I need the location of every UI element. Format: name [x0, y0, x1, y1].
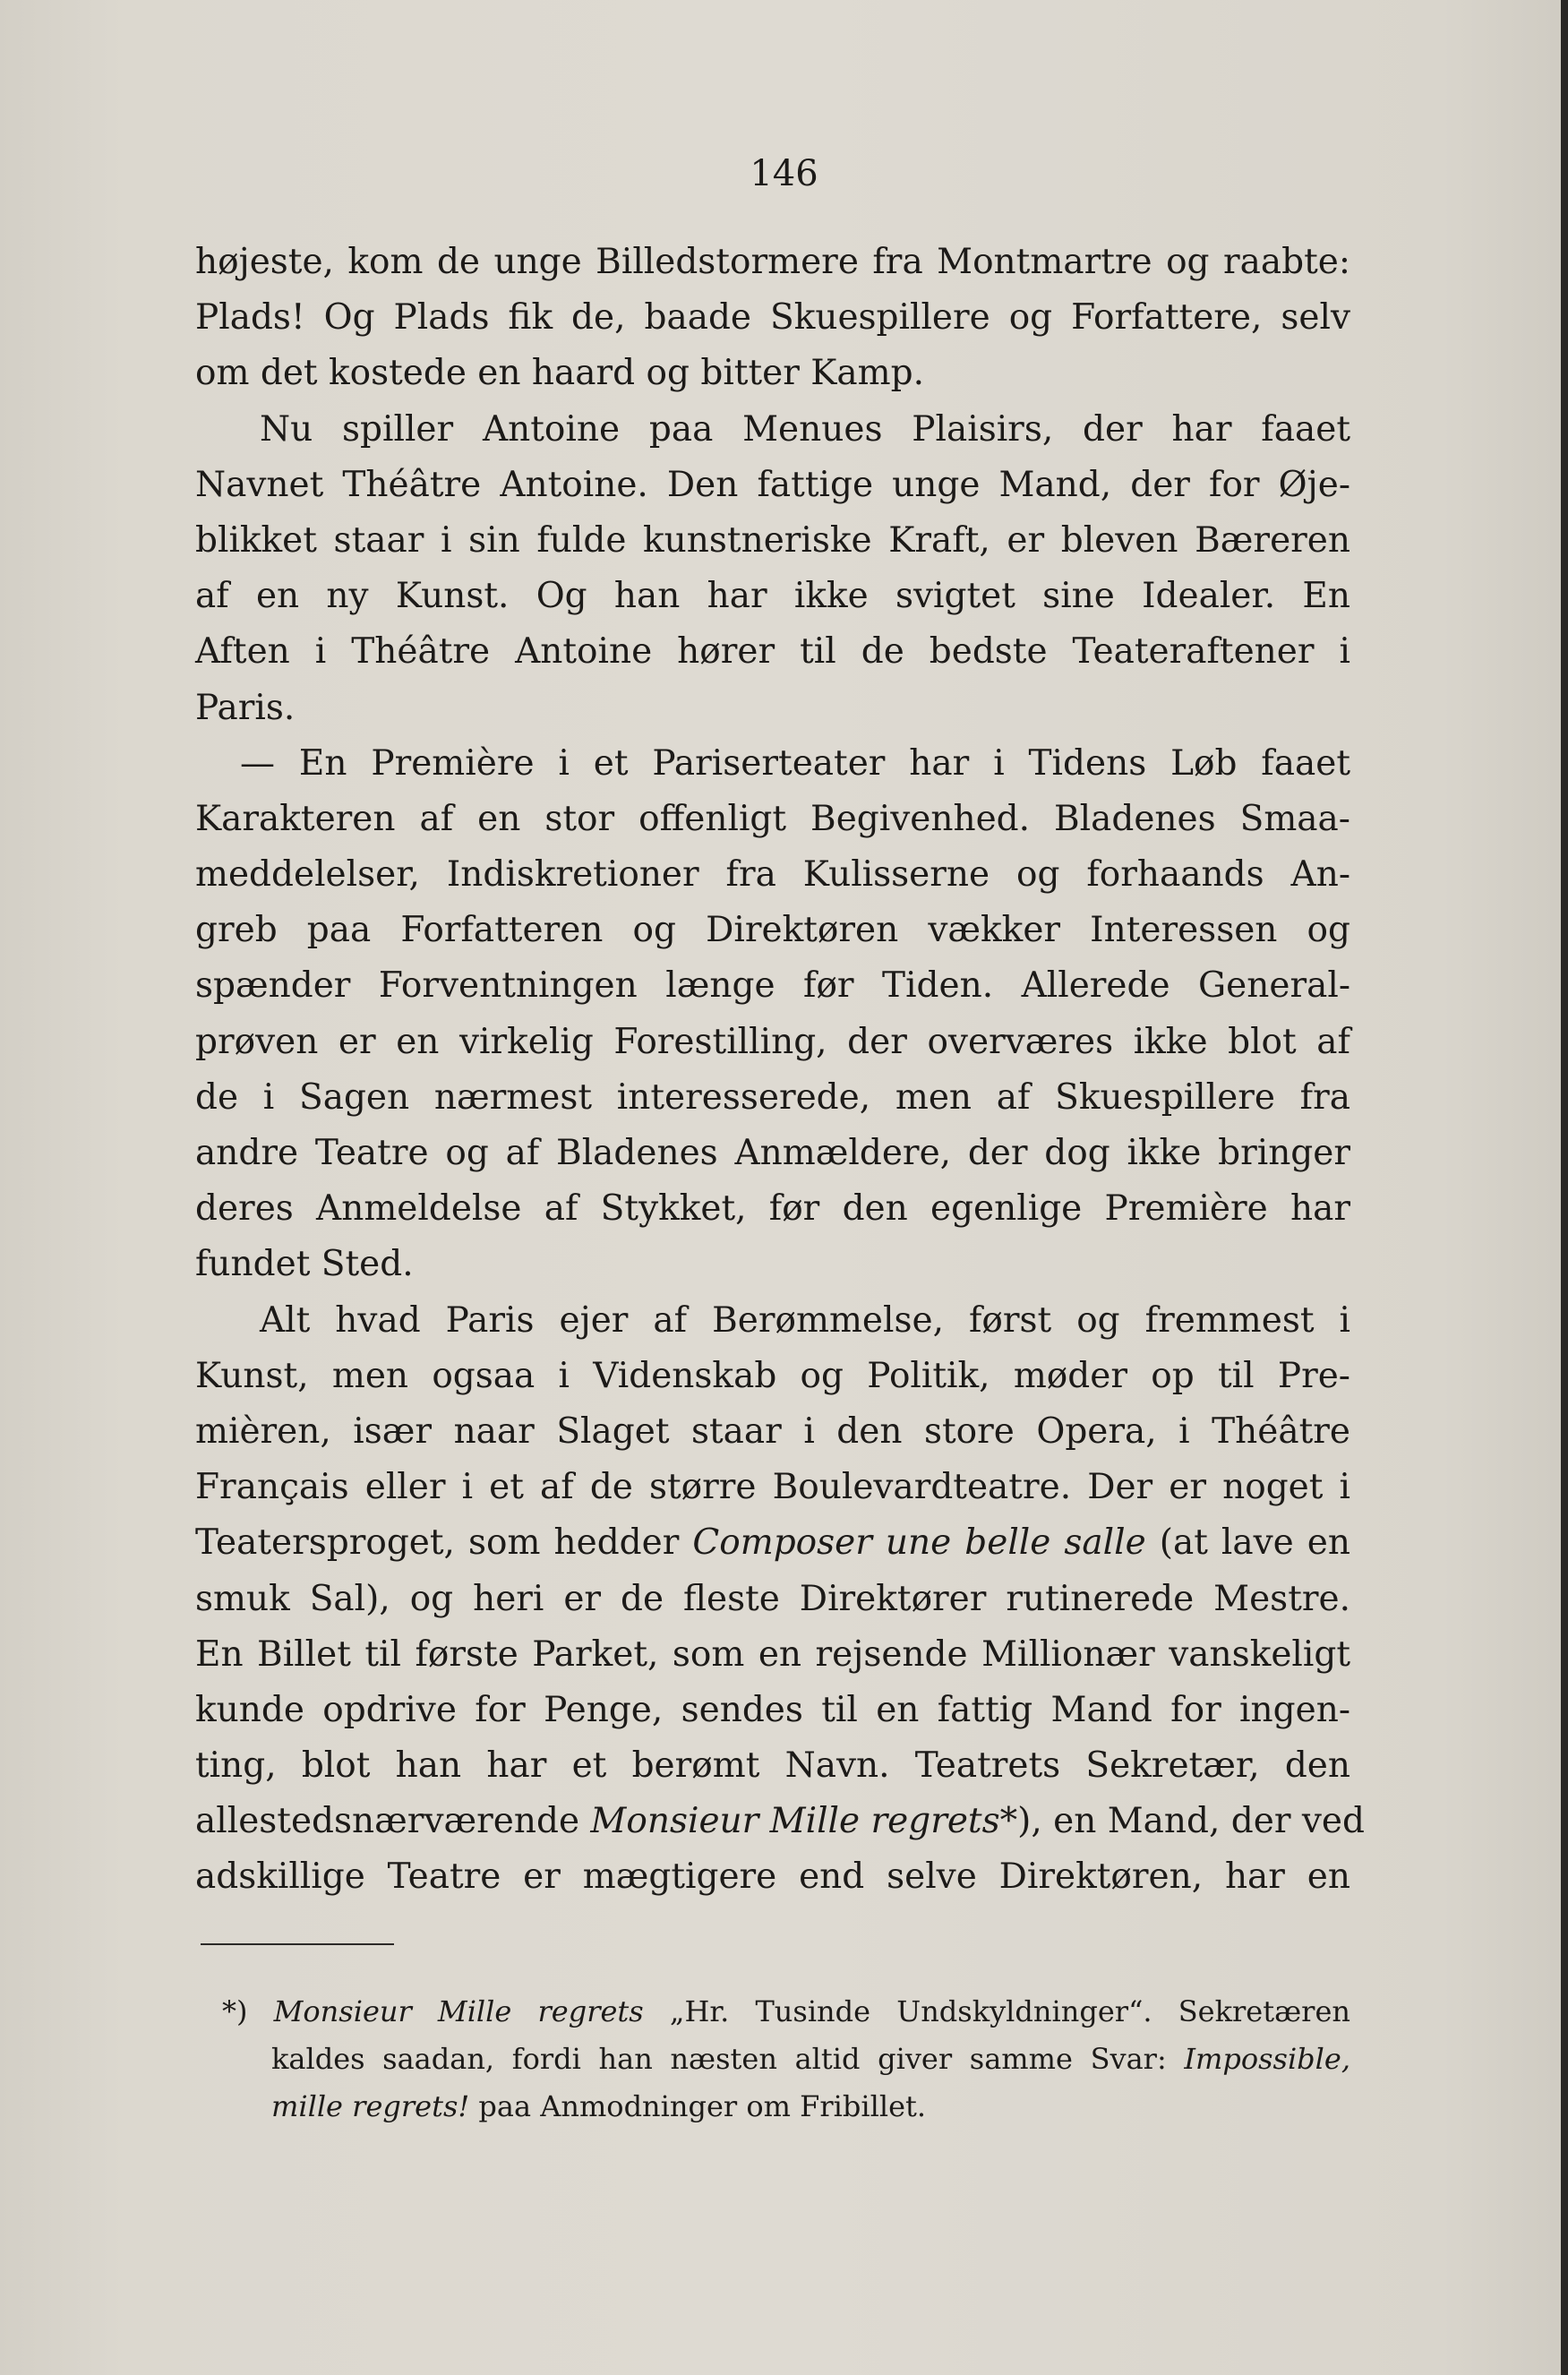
text-line: Alt hvad Paris ejer af Berømmelse, først og fremmest i	[260, 1299, 1350, 1341]
text-line: — En Première i et Pariserteater har i Tidens Løb faaet	[240, 742, 1350, 784]
text-line: greb paa Forfatteren og Direktøren vækker Interessen og	[195, 910, 1350, 951]
text-line: spænder Forventningen længe før Tiden. Allerede General-	[195, 965, 1350, 1007]
text-line: Français eller i et af de større Boulevardteatre. Der er noget i	[195, 1467, 1350, 1508]
text-segment: „Hr. Tusinde Undskyldninger“. Sekretæren	[643, 1994, 1351, 2028]
body-text	[195, 235, 1365, 1906]
italic-phrase: Composer une belle salle	[692, 1522, 1146, 1564]
text-line: ting, blot han har et berømt Navn. Teatrets Sekretær, den	[195, 1745, 1350, 1787]
text-segment: (at lave en	[1145, 1522, 1350, 1564]
text-line	[195, 1794, 1365, 1849]
text-line: smuk Sal), og heri er de fleste Direktører rutinerede Mestre.	[195, 1578, 1350, 1619]
footnote-line	[222, 2083, 1350, 2131]
text-line: Plads! Og Plads fik de, baade Skuespillere og Forfattere, selv	[195, 297, 1350, 339]
footnote-divider	[201, 1943, 394, 1945]
text-line: mièren, især naar Slaget staar i den store Opera, i Théâtre	[195, 1410, 1350, 1452]
text-line: prøven er en virkelig Forestilling, der overværes ikke blot af	[195, 1021, 1350, 1062]
text-line: Paris.	[195, 687, 296, 728]
text-line: adskillige Teatre er mægtigere end selve Direktøren, har en	[195, 1856, 1350, 1898]
italic-phrase: Monsieur Mille regrets	[273, 1994, 644, 2028]
text-segment: paa Anmodninger om Fribillet.	[469, 2089, 927, 2123]
italic-phrase: Monsieur Mille regrets	[590, 1801, 1000, 1842]
text-line: højeste, kom de unge Billedstormere fra Montmartre og raabte:	[195, 242, 1350, 282]
text-line: En Billet til første Parket, som en rejsende Millionær vanskeligt	[195, 1633, 1350, 1675]
italic-phrase: mille regrets!	[271, 2089, 470, 2123]
text-line: Kunst, men ogsaa i Videnskab og Politik, møder op til Pre-	[195, 1355, 1350, 1396]
text-line: Aften i Théâtre Antoine hører til de bedste Teateraftener i	[195, 631, 1350, 673]
text-line: Navnet Théâtre Antoine. Den fattige unge Mand, der for Øje-	[195, 464, 1350, 505]
text-line: Karakteren af en stor offenligt Begivenhed. Bladenes Smaa-	[195, 798, 1350, 839]
text-line: meddelelser, Indiskretioner fra Kulisserne og forhaands An-	[195, 854, 1350, 896]
text-line: af en ny Kunst. Og han har ikke svigtet sine Idealer. En	[195, 576, 1350, 617]
text-segment: Teatersproget, som hedder	[195, 1522, 693, 1564]
footnote-line	[222, 2036, 1350, 2083]
italic-phrase: Impossible,	[1184, 2042, 1350, 2076]
footnote-line	[222, 1988, 1350, 2036]
page-number: 146	[750, 153, 818, 194]
page-edge-shadow	[1561, 0, 1568, 2375]
text-segment: *), en Mand, der ved	[999, 1801, 1365, 1842]
text-line: om det kostede en haard og bitter Kamp.	[195, 353, 924, 394]
text-line: kunde opdrive for Penge, sendes til en fattig Mand for ingen-	[195, 1689, 1350, 1730]
footnote	[222, 1988, 1350, 2131]
text-segment: allestedsnærværende	[195, 1801, 591, 1842]
text-line: de i Sagen nærmest interesserede, men af Skuespillere fra	[195, 1076, 1350, 1118]
text-line: blikket staar i sin fulde kunstneriske Kraft, er bleven Bæreren	[195, 519, 1350, 561]
text-line: deres Anmeldelse af Stykket, før den egenlige Première har	[195, 1188, 1350, 1230]
text-line: fundet Sted.	[195, 1244, 414, 1285]
text-line: Nu spiller Antoine paa Menues Plaisirs, der har faaet	[260, 408, 1350, 450]
footnote-marker: *)	[222, 1994, 248, 2028]
text-line	[195, 1515, 1350, 1571]
text-segment: kaldes saadan, fordi han næsten altid giver samme Svar:	[271, 2042, 1185, 2076]
text-line: andre Teatre og af Bladenes Anmældere, der dog ikke bringer	[195, 1133, 1350, 1173]
